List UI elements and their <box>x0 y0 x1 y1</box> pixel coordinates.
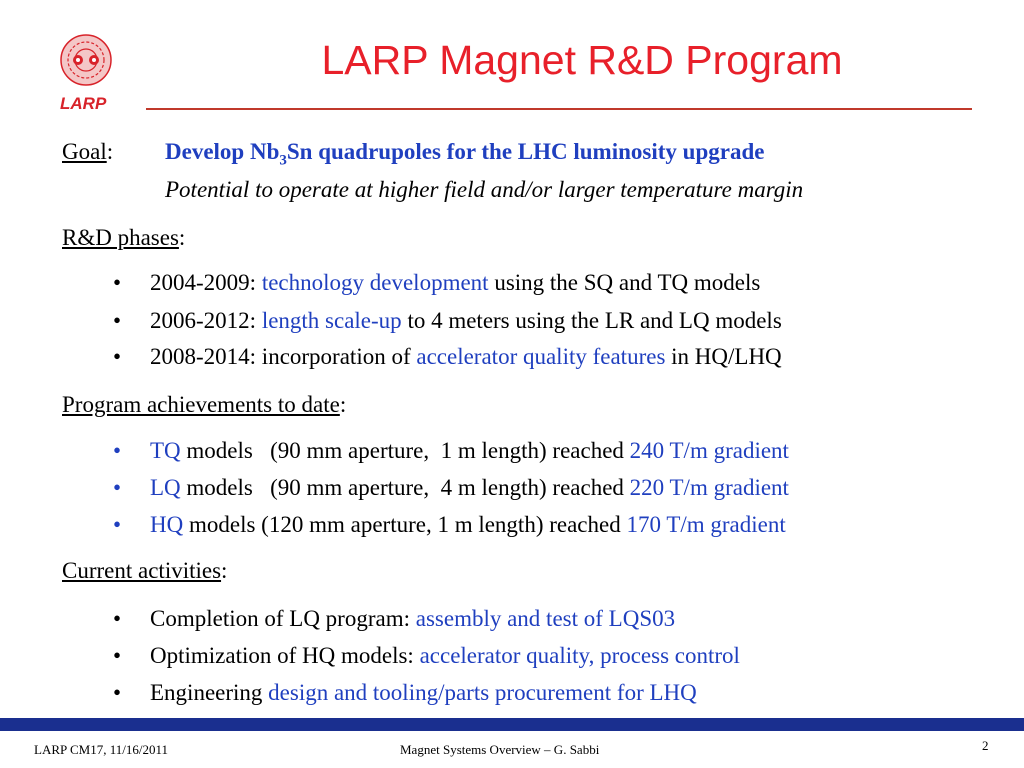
bullet: • <box>113 308 122 333</box>
bullet: • <box>113 344 122 369</box>
bullet: • <box>113 606 122 631</box>
current-item: Engineering design and tooling/parts procurement for LHQ <box>150 680 697 705</box>
current-item: Optimization of HQ models: accelerator quality, process control <box>150 643 740 668</box>
phase-item: 2006-2012: length scale-up to 4 meters using the LR and LQ models <box>150 308 782 333</box>
achievement-item: LQ models (90 mm aperture, 4 m length) reached 220 T/m gradient <box>150 475 789 500</box>
footer-bar <box>0 718 1024 731</box>
logo-text: LARP <box>60 94 107 113</box>
footer-left: LARP CM17, 11/16/2011 <box>34 742 168 757</box>
phase-item: 2004-2009: technology development using the SQ and TQ models <box>150 270 761 295</box>
goal-statement: Develop $Nb_3Sn$ quadrupoles for the LHC luminosity upgrade <box>165 139 765 169</box>
bullet: • <box>113 438 122 463</box>
goal-label: Goal: <box>62 139 114 164</box>
achievement-item: TQ models (90 mm aperture, 1 m length) reached 240 T/m gradient <box>150 438 789 463</box>
achievements-label: Program achievements to date: <box>62 392 347 417</box>
bullet: • <box>113 475 122 500</box>
bullet: • <box>113 512 122 537</box>
current-label: Current activities: <box>62 558 228 583</box>
bullet: • <box>113 270 122 295</box>
page-title: LARP Magnet R&D Program <box>321 37 843 83</box>
goal-subtext: Potential to operate at higher field and/or larger temperature margin <box>165 177 804 202</box>
page-number: 2 <box>982 738 989 753</box>
achievement-item: HQ models (120 mm aperture, 1 m length) reached 170 T/m gradient <box>150 512 786 537</box>
current-item: Completion of LQ program: assembly and test of LQS03 <box>150 606 676 631</box>
bullet: • <box>113 643 122 668</box>
bullet: • <box>113 680 122 705</box>
footer-center: Magnet Systems Overview – G. Sabbi <box>400 742 600 757</box>
phase-item: 2008-2014: incorporation of accelerator quality features in HQ/LHQ <box>150 344 782 369</box>
phases-label: R&D phases: <box>62 225 186 250</box>
